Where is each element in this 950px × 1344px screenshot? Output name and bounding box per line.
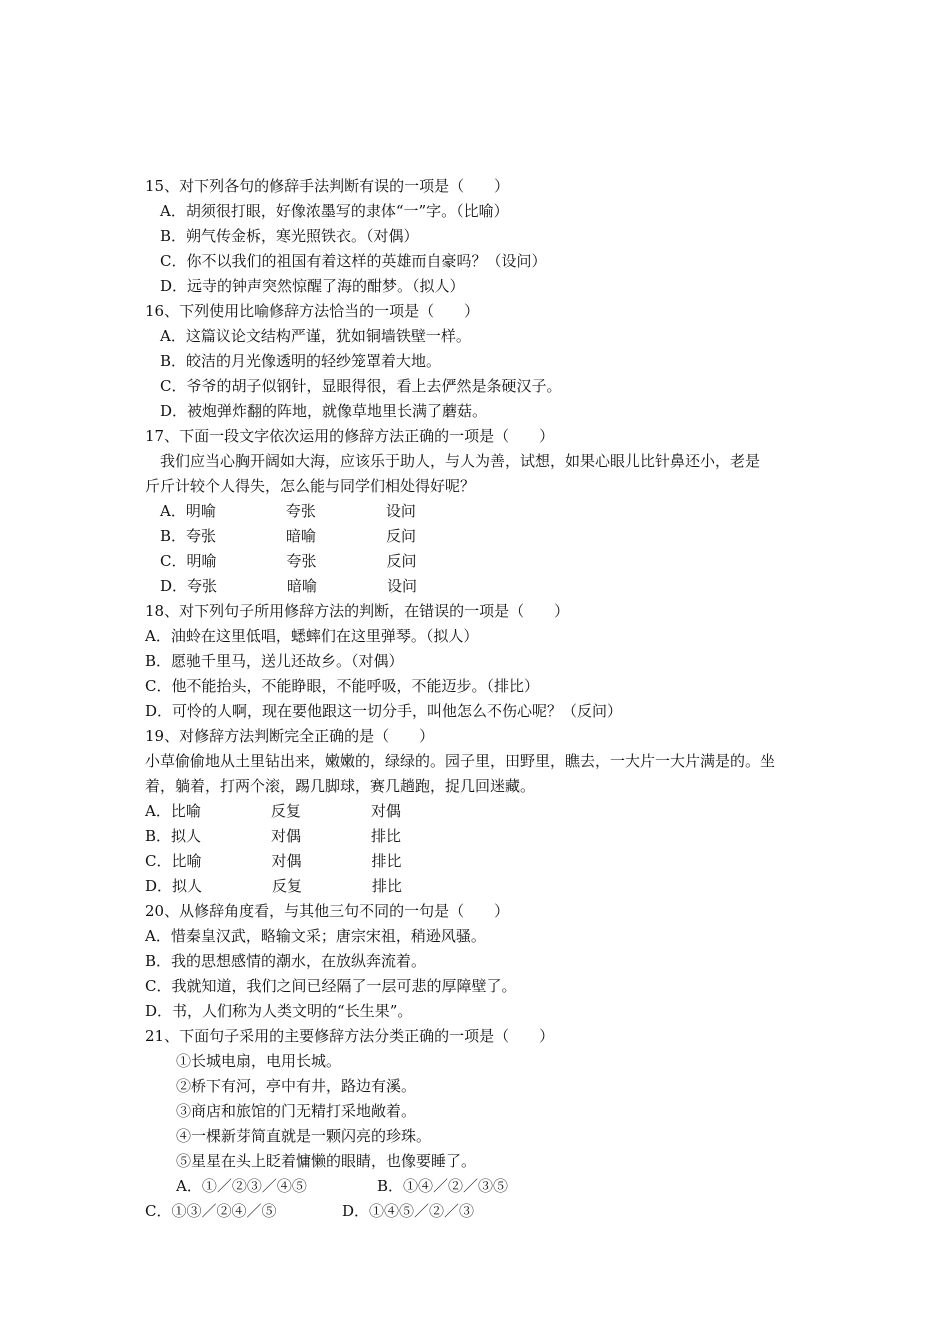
option-term: 排比 (372, 877, 403, 895)
option-term: 设问 (387, 577, 418, 595)
option-term: 对偶 (271, 852, 302, 870)
question-19-stem: 19、对修辞方法判断完全正确的是（ ） (145, 727, 435, 745)
question-21-sentence-3: ③商店和旅馆的门无精打采地敞着。 (176, 1102, 417, 1120)
option-letter: A． (160, 502, 186, 520)
question-18-option-b: B．愿驰千里马，送儿还故乡。（对偶） (145, 652, 404, 670)
question-21-option-b: B．①④／②／③⑤ (377, 1177, 509, 1195)
question-16-option-b: B．皎洁的月光像透明的轻纱笼罩着大地。 (160, 352, 442, 370)
question-15-option-b: B．朔气传金柝，寒光照铁衣。（对偶） (160, 227, 419, 245)
question-17-option-a (145, 499, 815, 524)
question-16-option-d: D．被炮弹炸翻的阵地，就像草地里长满了蘑菇。 (160, 402, 488, 420)
option-term: 反问 (386, 527, 417, 545)
option-term: 排比 (371, 827, 402, 845)
option-term: 反复 (270, 802, 301, 820)
question-16-option-a: A．这篇议论文结构严谨，犹如铜墙铁壁一样。 (160, 327, 471, 345)
question-15-option-d: D．远寺的钟声突然惊醒了海的酣梦。（拟人） (160, 277, 465, 295)
question-21-sentence-2: ②桥下有河，亭中有井，路边有溪。 (176, 1077, 417, 1095)
question-17-passage-line-2: 斤斤计较个人得失，怎么能与同学们相处得好呢？ (145, 477, 476, 495)
question-16-stem: 16、下列使用比喻修辞方法恰当的一项是（ ） (145, 302, 480, 320)
question-21-stem: 21、下面句子采用的主要修辞方法分类正确的一项是（ ） (145, 1027, 555, 1045)
option-letter: B． (160, 527, 187, 545)
question-21-option-a: A．①／②③／④⑤ (176, 1177, 307, 1195)
question-19-option-d (145, 874, 815, 899)
question-17-stem: 17、下面一段文字依次运用的修辞方法正确的一项是（ ） (145, 427, 555, 445)
question-18-option-d: D．可怜的人啊，现在要他跟这一切分手，叫他怎么不伤心呢？（反问） (145, 702, 623, 720)
question-17-option-c (145, 549, 815, 574)
question-17-option-d (145, 574, 815, 599)
question-15-option-a: A．胡须很打眼，好像浓墨写的隶体“一”字。（比喻） (160, 202, 509, 220)
option-letter: C． (145, 852, 172, 870)
question-21-sentence-4: ④一棵新芽简直就是一颗闪亮的珍珠。 (176, 1127, 432, 1145)
question-19-passage-line-2: 着，躺着，打两个滚，踢几脚球，赛几趟跑，捉几回迷藏。 (145, 777, 536, 795)
option-letter: D． (145, 877, 173, 895)
option-term: 暗喻 (287, 577, 318, 595)
question-16-option-c: C．爷爷的胡子似钢针，显眼得很，看上去俨然是条硬汉子。 (160, 377, 562, 395)
question-20-option-d: D．书，人们称为人类文明的“长生果”。 (145, 1002, 413, 1020)
question-21-sentence-5: ⑤星星在头上眨着慵懒的眼睛，也像要睡了。 (176, 1152, 477, 1170)
question-15-option-c: C．你不以我们的祖国有着这样的英雄而自豪吗？（设问） (160, 252, 547, 270)
question-list (145, 174, 815, 1224)
option-term: 比喻 (171, 852, 202, 870)
option-term: 明喻 (186, 552, 217, 570)
option-term: 比喻 (170, 802, 201, 820)
question-21-sentence-1: ①长城电扇，电用长城。 (176, 1052, 342, 1070)
question-19-option-a (145, 799, 815, 824)
question-20-stem: 20、从修辞角度看，与其他三句不同的一句是（ ） (145, 902, 510, 920)
question-21-options-ab (145, 1174, 815, 1199)
option-term: 暗喻 (286, 527, 317, 545)
option-term: 拟人 (171, 827, 202, 845)
option-term: 夸张 (186, 527, 217, 545)
question-20-option-a: A．惜秦皇汉武，略输文采；唐宗宋祖，稍逊风骚。 (145, 927, 486, 945)
option-letter: B． (145, 827, 172, 845)
question-17-option-b (145, 524, 815, 549)
option-term: 夸张 (187, 577, 218, 595)
question-21-option-d: D．①④⑤／②／③ (342, 1202, 475, 1220)
question-17-passage-line-1: 我们应当心胸开阔如大海，应该乐于助人，与人为善，试想，如果心眼儿比针鼻还小，老是 (160, 452, 761, 470)
question-21-options-cd (145, 1199, 815, 1224)
option-term: 设问 (385, 502, 416, 520)
question-20-option-b: B．我的思想感情的潮水，在放纵奔流着。 (145, 952, 427, 970)
option-term: 夸张 (285, 502, 316, 520)
option-term: 对偶 (271, 827, 302, 845)
option-term: 明喻 (185, 502, 216, 520)
option-term: 反问 (386, 552, 417, 570)
option-letter: A． (145, 802, 171, 820)
question-19-option-c (145, 849, 815, 874)
question-20-option-c: C．我就知道，我们之间已经隔了一层可悲的厚障壁了。 (145, 977, 517, 995)
question-18-option-c: C．他不能抬头，不能睁眼，不能呼吸，不能迈步。（排比） (145, 677, 539, 695)
option-term: 反复 (272, 877, 303, 895)
option-term: 拟人 (172, 877, 203, 895)
option-letter: D． (160, 577, 188, 595)
option-letter: C． (160, 552, 187, 570)
option-term: 排比 (371, 852, 402, 870)
question-19-option-b (145, 824, 815, 849)
option-term: 对偶 (370, 802, 401, 820)
question-15-stem: 15、对下列各句的修辞手法判断有误的一项是（ ） (145, 177, 510, 195)
question-18-option-a: A．油蛉在这里低唱，蟋蟀们在这里弹琴。（拟人） (145, 627, 479, 645)
question-21-option-c: C．①③／②④／⑤ (145, 1202, 277, 1220)
option-term: 夸张 (286, 552, 317, 570)
question-18-stem: 18、对下列句子所用修辞方法的判断，在错误的一项是（ ） (145, 602, 570, 620)
question-19-passage-line-1: 小草偷偷地从土里钻出来，嫩嫩的，绿绿的。园子里，田野里，瞧去，一大片一大片满是的。坐 (145, 752, 776, 770)
